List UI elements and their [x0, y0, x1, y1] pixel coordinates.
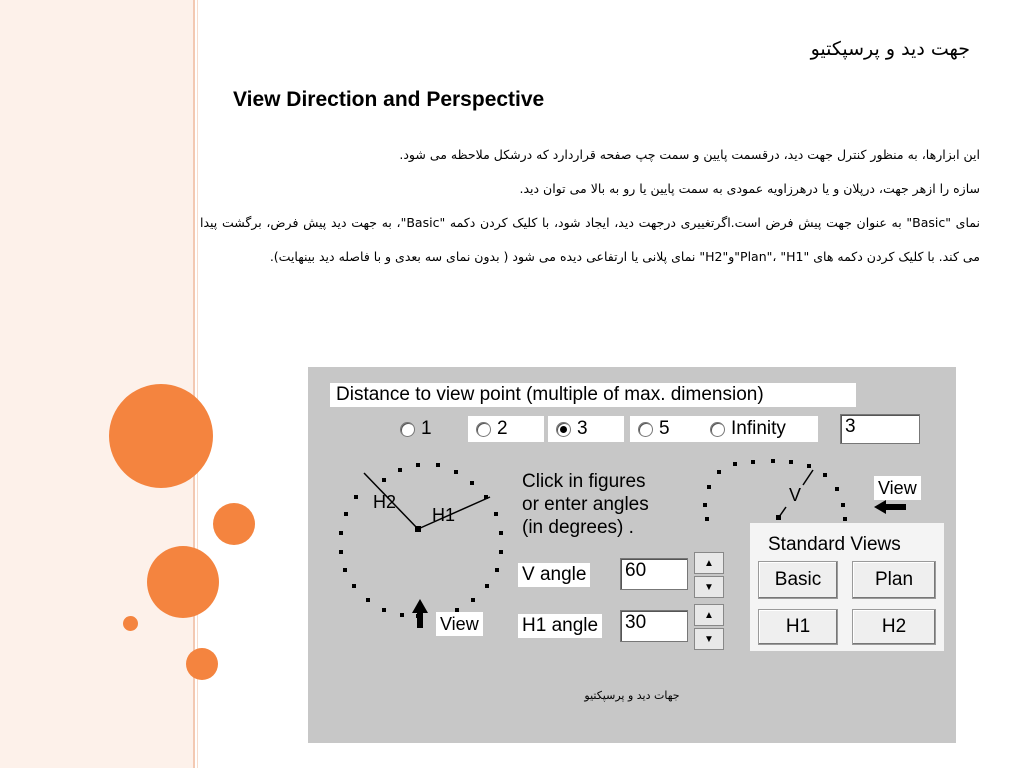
- decorative-circle-small: [123, 616, 138, 631]
- radio-label: 2: [497, 418, 508, 439]
- plan-view-button[interactable]: Plan: [852, 561, 936, 599]
- radio-button-icon[interactable]: [476, 422, 491, 437]
- decorative-circle-large: [109, 384, 213, 488]
- radio-option-2[interactable]: [468, 416, 544, 442]
- radio-label: 5: [659, 418, 670, 439]
- radio-label: 3: [577, 418, 588, 439]
- v-angle-spinner[interactable]: [694, 552, 724, 598]
- v-label: V: [789, 485, 802, 505]
- radio-button-checked-icon[interactable]: [556, 422, 571, 437]
- distance-input[interactable]: 3: [840, 414, 920, 444]
- h1-angle-label: H1 angle: [518, 614, 602, 638]
- radio-button-icon[interactable]: [638, 422, 653, 437]
- spin-down-icon[interactable]: ▼: [694, 576, 724, 598]
- view-direction-dialog: [308, 367, 956, 743]
- radio-label: 1: [421, 418, 432, 439]
- radio-option-3[interactable]: [548, 416, 624, 442]
- paragraph: نمای "Basic" به عنوان جهت پیش فرض است.اگرتغییری درجهت دید، ایجاد شود، با کلیک کردن دکمه "Basic"، به جهت دید پیش فرض، برگشت پیدا می کند. با کلیک کردن دکمه های "Plan"، "H1"و"H2" نمای پلانی یا ارتفاعی دیده می شود ( بدون نمای سه بعدی و با فاصله دید بینهایت).: [200, 215, 980, 264]
- arrow-up-icon: [412, 599, 428, 628]
- spin-up-icon[interactable]: ▲: [694, 552, 724, 574]
- decorative-circle: [147, 546, 219, 618]
- h1-angle-input[interactable]: 30: [620, 610, 688, 642]
- slide-body: [200, 138, 980, 274]
- spin-up-icon[interactable]: ▲: [694, 604, 724, 626]
- h1-angle-spinner[interactable]: [694, 604, 724, 650]
- instruction-line: (in degrees) .: [522, 517, 634, 538]
- instruction-line: Click in figures: [522, 471, 646, 492]
- slide-title-fa: جهت دید و پرسپکتیو: [810, 38, 970, 60]
- arrow-left-icon: [872, 498, 908, 516]
- elevation-view-label: View: [874, 476, 921, 500]
- paragraph: این ابزارها، به منظور کنترل جهت دید، درقسمت پایین و سمت چپ صفحه قراردارد که درشکل ملاحظه می شود.: [399, 147, 980, 162]
- instruction-line: or enter angles: [522, 494, 649, 515]
- decorative-circle: [213, 503, 255, 545]
- paragraph: سازه را ازهر جهت، درپلان و یا درهرزاویه عمودی به سمت پایین یا رو به بالا می توان دید.: [519, 181, 980, 196]
- slide-title-en: View Direction and Perspective: [233, 88, 545, 111]
- h2-view-button[interactable]: H2: [852, 609, 936, 645]
- v-angle-label: V angle: [518, 563, 590, 587]
- h1-view-button[interactable]: H1: [758, 609, 838, 645]
- decorative-circle: [186, 648, 218, 680]
- radio-button-icon[interactable]: [710, 422, 725, 437]
- v-angle-input[interactable]: 60: [620, 558, 688, 590]
- h1-label: H1: [432, 505, 456, 525]
- radio-option-5[interactable]: [630, 416, 702, 442]
- radio-option-infinity[interactable]: [702, 416, 818, 442]
- spin-down-icon[interactable]: ▼: [694, 628, 724, 650]
- distance-label: Distance to view point (multiple of max. dimension): [330, 383, 856, 407]
- radio-label: Infinity: [731, 418, 786, 439]
- standard-views-title: Standard Views: [768, 534, 901, 555]
- plan-angle-dial[interactable]: [326, 453, 516, 643]
- radio-button-icon[interactable]: [400, 422, 415, 437]
- radio-option-1[interactable]: [392, 416, 456, 442]
- plan-view-label: View: [436, 612, 483, 636]
- figure-caption: جهات دید و پرسپکتیو: [584, 689, 680, 702]
- h2-label: H2: [373, 492, 397, 512]
- basic-view-button[interactable]: Basic: [758, 561, 838, 599]
